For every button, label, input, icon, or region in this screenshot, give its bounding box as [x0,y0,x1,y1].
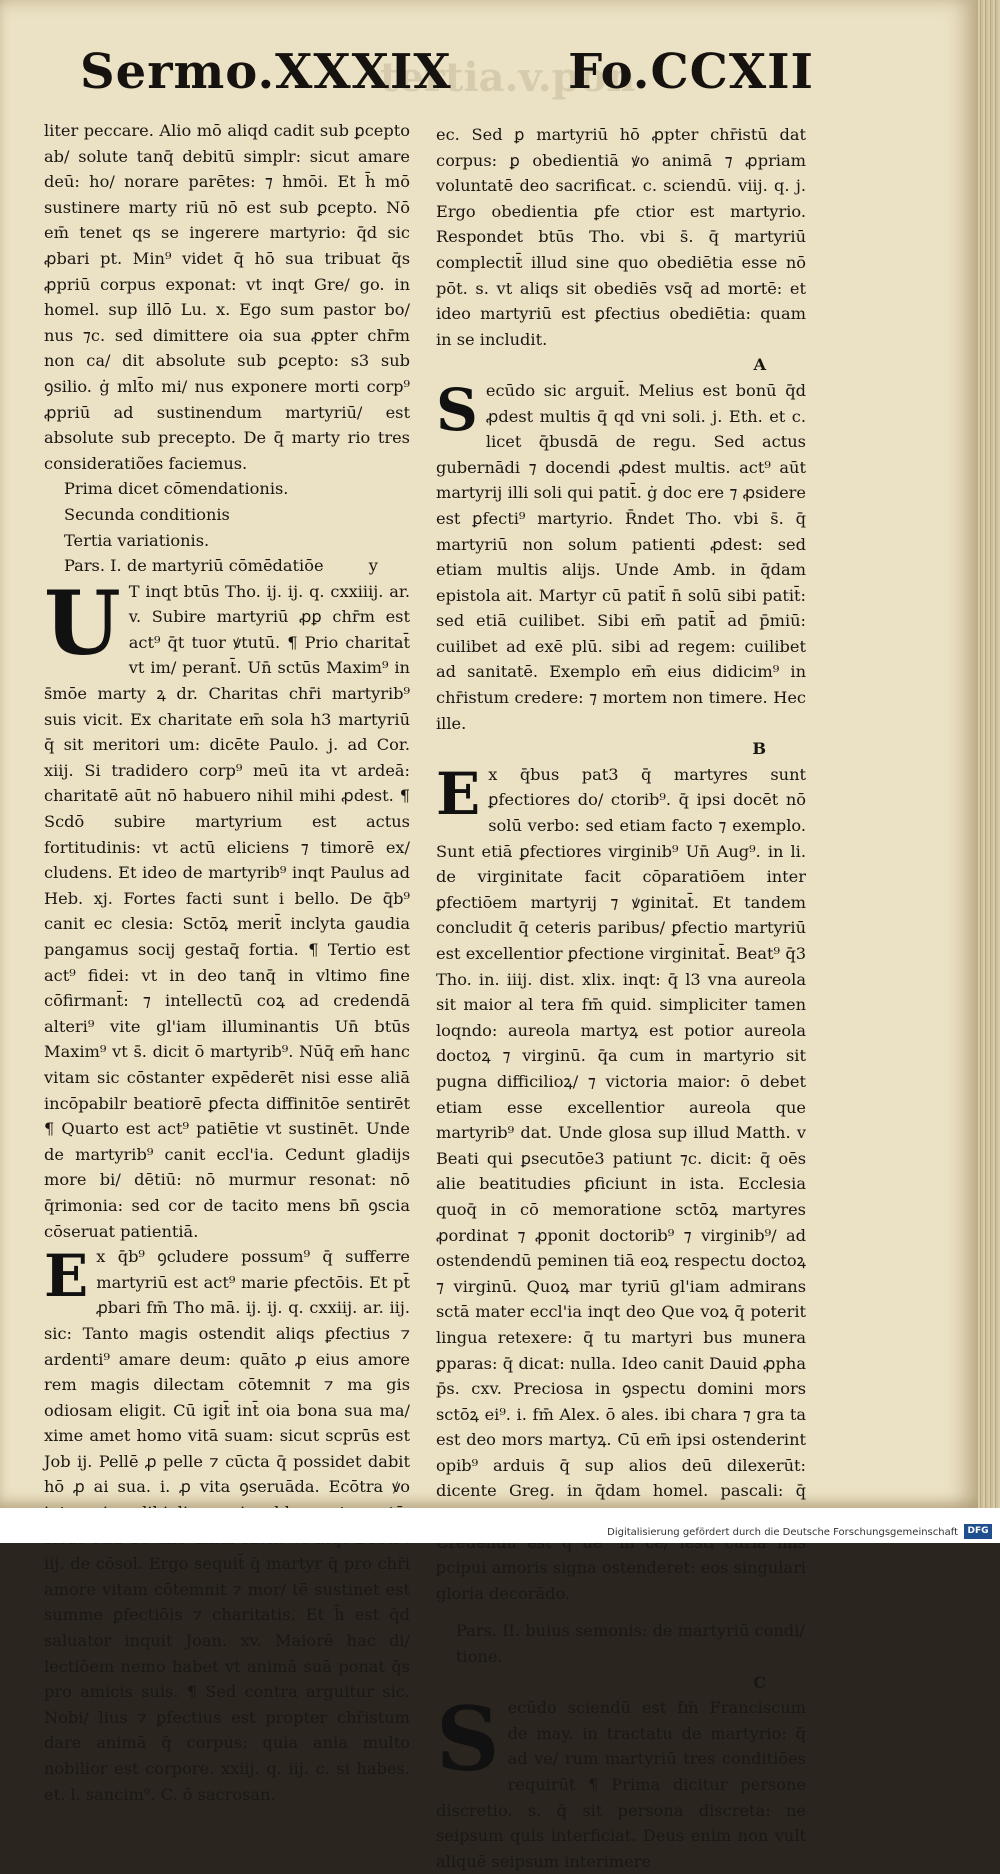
page-edge [978,0,1000,1508]
list-item: Prima dicet cōmendationis. [64,479,289,499]
paragraph-text: x q̄bus pat3 q̄ martyres sunt ꝑfectiores do/ ctorib⁹. q̄ ipsi docēt nō solū verbo: sed etiam facto ⁊ exemplo. Sunt etiā ꝑfectiores virginib⁹ Un̄ Aug⁹. in li. de virginitate facit cōparatiōem inter ꝑfectiōem martyrij ⁊ ꝟginitat̄. Et tandem concludit q̄ ceteris paribus/ ꝑfectio martyriū est excellentior ꝑfectione virginitat̄. Beat⁹ q̄3 Tho. in. iiij. dist. xlix. inqt: q̄ l3 vna aureola sit maior al tera fm̄ quid. simpliciter tamen loqndo: aureola martyꝝ est potior aureola doctoꝝ ⁊ virginū. q̄a cum in martyrio sit pugna difficilioꝝ/ ⁊ victoria maior: ō debet etiam esse excellentior aureola que martyrib⁹ dat. Unde glosa sup illud Matth. v Beati qui ꝑsecutōe3 patiunt ⁊c. dicit: q̄ oēs alie beatitudies ꝑficiunt in ista. Ecclesia quoq̄ in cō memoratione sctōꝝ martyres ꝓordinat ⁊ ꝓponit doctorib⁹ ⁊ virginib⁹/ ad ostendendū peminen tiā eoꝝ respectu doctoꝝ ⁊ virginū. Quoꝝ mar tyriū gl'iam admirans sctā mater eccl'ia inqt deo Que voꝝ q̄ poterit lingua retexere: q̄ tu martyri bus munera ꝑparas: q̄ dicat: nulla. Ideo canit Dauid ꝓpha p̄s. cxv. Preciosa in ꝯspectu domini mors sctōꝝ ei⁹. i. fm̄ Alex. ō ales. ibi chara ⁊ gra ta est deo mors martyꝝ. Cū em̄ ipsi ostenderint opib⁹ arduis q̄ sup alios deū dilexerūt: dicente Greg. in q̄dam homel. pascali: q̄ ꝑcipui amoris signa ostenderet: eos singulari gloria decorādo. [436,764,806,1603]
paragraph-text: ecūdo sic arguit̄. Melius est bonū q̄d ꝓdest multis q̄ qd vni soli. j. Eth. et c. licet q̄busdā de regu. Sed actus gubernādi ⁊ docendi ꝓdest multis. act⁹ aūt martyrij illi soli qui patit̄. ġ doc ere ⁊ ꝓsidere est ꝑfecti⁹ martyrio. R̄ndet Tho. vbi s̄. q̄ martyriū non solum patienti ꝓdest: sed etiam multis alijs. Unde Amb. in q̄dam epistola ait. Martyr cū patit̄ n̄ solū sibi patit̄: sed etiā cuilibet. Sibi em̄ patit̄ ad p̄miū: cuilibet ad exē plū. sibi ad regem: cuilibet ad sanitatē. Exemplo em̄ eius didicim⁹ in chr̄istum credere: ⁊ mortem non timere. Hec ille. [436,380,806,733]
bleed-through-text: tertia.v.pon [380,54,636,101]
paragraph: ec. Sed ꝑ martyriū hō ꝓpter chr̄istū dat corpus: ꝑ obedientiā ꝟo animā ⁊ ꝓpriam voluntatē deo sacrificat. c. sciendū. viij. q. j. Ergo obedientia ꝑfe ctior est martyrio. Respondet btūs Tho. vbi s̄. q̄ martyriū complectit̄ illud sine quo obediētia esse nō pōt. s. vt aliqs sit obediēs vsq̄ ad mortē: et ideo martyriū est ꝑfectius obediētia: quam in se includit. [436,125,806,349]
list-item: Tertia variationis. [64,530,210,550]
funding-credit: Digitalisierung gefördert durch die Deutsche Forschungsgemeinschaft [607,1527,958,1538]
paragraph: liter peccare. Alio mō aliqd cadit sub ꝑcepto ab/ solute tanq̄ debitū simplr: sicut amare deū: ho/ norare parētes: ⁊ hmōi. Et h̄ mō sustinere marty riū nō est sub ꝑcepto. Nō em̄ tenet qs se ingerere martyrio: q̄d sic ꝓbari pt. Min⁹ videt q̄ hō sua tribuat q̄s ꝓpriū corpus exponat: vt inqt Gre/ go. in homel. sup illō Lu. x. Ego sum pastor bo/ nus ⁊c. sed dimittere oia sua ꝓpter chr̄m non ca/ dit absolute sub ꝑcepto: s3 sub ꝯsilio. ġ mlt̄o mi/ nus exponere morti corp⁹ ꝓpriū ad sustinendum martyriū/ est absolute sub precepto. De q̄ marty rio tres consideratiões faciemus. [44,121,410,473]
margin-marker: C [753,1672,766,1692]
margin-marker: A [753,355,766,375]
paragraph-text: ecūdo sciendū est fm̄ Franciscum de may. in tractatu de martyrio: q̄ ad ve/ rum martyriū tres conditiōes requirūt ¶ Prima dicitur persone discretio. s. q̄ sit persona discreta: ne seipsum quis interficiat. Deus enim non vult aliquē seipsum interimere [436,1698,806,1871]
drop-initial: U [44,570,121,675]
margin-marker: y [368,556,378,576]
section-heading-text: Pars. I. de martyriū cōmēdatiōe [64,556,324,576]
paragraph-text: x q̄b⁹ ꝯcludere possum⁹ q̄ sufferre martyriū est act⁹ marie ꝑfectōis. Et pt̄ ꝓbari fm̄ Tho mā. ij. ij. q. cxxiij. ar. iij. sic: Tanto magis ostendit aliqs ꝑfectius ⁊ ardenti⁹ amare deum: quāto ꝓ eius amore rem magis dilectam cōtemnit ⁊ ma gis odiosam eligit. Cū igit̄ int̄ oia bona sua ma/ xime amet homo vitā suam: sicut scprūs est Job ij. Pellē ꝓ pelle ⁊ cūcta q̄ possidet dabit hō ꝓ ai sua. i. ꝓ vita ꝯseruāda. Ecōtra ꝟo iij. de cōsol. Ergo sequit̄ q̄ martyr q̄ pro chr̄i amore vitam cōtemnit ⁊ mor/ tē sustinet est summe ꝑfectiōis ⁊ charitatis. Et h̄ est q̄d saluator inquit Joan. xv. Maiorē hac di/ lectiōem nemo habet vt animā suā ponat q̄s pro amicis suis. ¶ Sed contra arguitur sic. Nobi/ lius ⁊ ꝑfectius est propter chr̄istum dare animā q̄ corpus: quia ania multo nobilior est corpore. xxiij. q. iij. c. si habes. et. l. sancim⁹. C. ō sacrosan. [44,1247,410,1804]
right-column [436,122,806,1874]
folio-number: Fo.CCXII [568,44,814,100]
paragraph [436,759,806,1607]
list-item: Secunda conditionis [64,504,230,524]
drop-initial: S [436,375,478,444]
left-column [44,118,410,1807]
paragraph [436,1687,806,1874]
paragraph-text: T inqt btūs Tho. ij. ij. q. cxxiiij. ar. v. Subire martyriū ꝓꝑ chr̄m est act⁹ q̄t tuor ꝟtutū. ¶ Prio charitat̄ vt im/ perant̄. Un̄ sctūs Maxim⁹ in s̄mōe marty ꝝ dr. Charitas chr̄i martyrib⁹ suis vicit. Ex charitate em̄ sola h3 martyriū q̄ sit meritori um: dicēte Paulo. j. ad Cor. xiij. Si tradidero corp⁹ meū ita vt ardeā: charitatē aūt nō habuero nihil mihi ꝓdest. ¶ Scdō subire martyrium est actus fortitudinis: vt actū eliciens ⁊ timorē ex/ cludens. Et ideo de martyrib⁹ inqt Paulus ad Heb. xj. Fortes facti sunt i bello. De q̄b⁹ canit ec clesia: Sctōꝝ merit̄ inclyta gaudia pangamus socij gestaq̄ fortia. ¶ Tertio est act⁹ fidei: vt in deo tanq̄ in vltimo fine cōfirmant̄: ⁊ intellectū coꝝ ad credendā alteri⁹ vite gl'iam illuminantis Un̄ btūs Maxim⁹ vt s̄. dicit ō martyrib⁹. Nūq̄ em̄ hanc vitam sic cōstanter expēderēt nisi esse aliā incōpabilr beatiorē ꝑfecta diffinitōe sentirēt ¶ Quarto est act⁹ patiētie vt sustinēt. Unde de martyrib⁹ canit eccl'ia. Cedunt gladijs more bi/ dētiū: nō murmur resonat: nō q̄rimonia: sed cor de tacito mens bn̄ ꝯscia cōseruat patientiā. [44,581,410,1241]
drop-initial: E [436,759,481,828]
margin-marker: B [752,739,766,759]
running-header-left: Sermo.XXXIX [80,44,452,100]
section-heading [44,553,410,579]
dfg-logo: DFG [964,1524,992,1539]
drop-initial: S [436,1687,500,1792]
paragraph [436,375,806,736]
drop-initial: E [44,1242,89,1311]
section-heading: Pars. II. buius semonis: de martyriū condi/ tione. [456,1621,805,1667]
paragraph [44,570,410,1244]
